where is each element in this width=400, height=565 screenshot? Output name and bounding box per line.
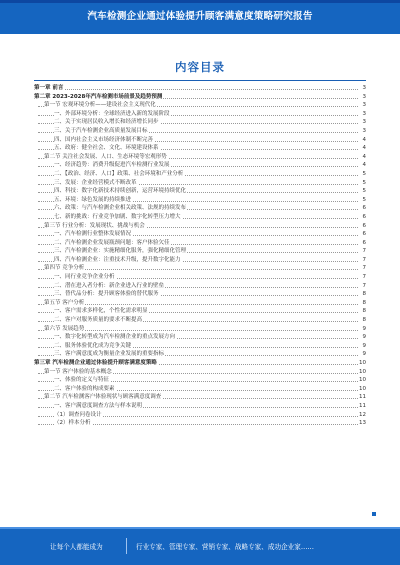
toc-entry-page: 6 xyxy=(362,213,366,220)
table-of-contents xyxy=(34,84,366,428)
toc-entry-page: 9 xyxy=(362,334,366,341)
toc-entry-title: 二、客户体验的构成要素 xyxy=(54,385,115,392)
toc-entry-page: 11 xyxy=(359,402,366,409)
toc-entry-page: 4 xyxy=(362,145,366,152)
toc-entry[interactable] xyxy=(34,376,366,385)
toc-entry[interactable] xyxy=(34,307,366,316)
toc-entry-title: 一、体验的定义与特征 xyxy=(54,377,110,384)
toc-entry[interactable] xyxy=(34,299,366,308)
toc-entry-page: 8 xyxy=(362,308,366,315)
toc-leader-dots xyxy=(38,89,358,90)
toc-entry-title: 第三章 汽车检测企业通过体验提升顾客满意度策略 xyxy=(34,360,157,366)
footer-banner xyxy=(0,527,400,565)
toc-entry[interactable] xyxy=(34,393,366,402)
toc-entry-page: 6 xyxy=(362,222,366,229)
toc-entry-page: 10 xyxy=(359,377,366,384)
toc-entry-page: 5 xyxy=(362,188,366,195)
toc-leader-dots xyxy=(38,330,358,331)
toc-entry-title: 三、汽车检测企业：实施精细化服务，强化精细化管理 xyxy=(54,248,187,255)
toc-entry-title: 一、汽车检测行业整体发展情况 xyxy=(54,231,132,238)
toc-entry-title: （1）调查问卷设计 xyxy=(54,411,102,418)
toc-entry-title: 一、客户满意度调查方法与样本说明 xyxy=(54,402,143,409)
toc-entry[interactable] xyxy=(34,179,366,188)
toc-entry-page: 6 xyxy=(362,205,366,212)
toc-entry-page: 9 xyxy=(362,342,366,349)
toc-entry-title: 四、科技：数字化新技术持续创新，运营环境持续优化 xyxy=(54,188,187,195)
toc-entry[interactable] xyxy=(34,239,366,248)
toc-entry-page: 5 xyxy=(362,179,366,186)
toc-entry[interactable] xyxy=(34,419,366,428)
toc-entry-page: 10 xyxy=(359,368,366,375)
toc-entry[interactable] xyxy=(34,196,366,205)
footer-tagline: 行业专家、管理专家、营销专家、战略专家、成功企业家…… xyxy=(136,543,315,551)
toc-entry-title: 三、关于汽车检测企业高质量发展目标 xyxy=(54,127,148,134)
toc-entry-title: 三、发展：企业经营模式不断改革 xyxy=(54,179,137,186)
toc-entry[interactable] xyxy=(34,402,366,411)
toc-entry-title: 第四节 竞争分析 xyxy=(44,265,85,272)
header-stripe xyxy=(0,0,400,3)
toc-entry[interactable] xyxy=(34,170,366,179)
toc-entry-page: 13 xyxy=(359,420,366,427)
toc-entry-page: 10 xyxy=(359,360,366,366)
toc-entry-page: 3 xyxy=(362,127,366,134)
toc-entry-page: 8 xyxy=(362,291,366,298)
toc-entry-title: 第一章 前言 xyxy=(34,85,64,91)
toc-entry[interactable] xyxy=(34,350,366,359)
toc-entry-title: 二、客户对服务质量的要求不断提高 xyxy=(54,317,143,324)
toc-leader-dots xyxy=(38,304,358,305)
toc-entry-page: 8 xyxy=(362,299,366,306)
toc-entry-page: 4 xyxy=(362,153,366,160)
toc-entry-title: 一、数字化转型成为汽车检测企业的重点发展方向 xyxy=(54,334,176,341)
toc-entry-title: 一、经济趋势：消费升级促进汽车检测行业发展 xyxy=(54,162,170,169)
footer-divider xyxy=(126,538,127,554)
toc-entry-page: 9 xyxy=(362,325,366,332)
toc-entry[interactable] xyxy=(34,325,366,334)
toc-entry[interactable] xyxy=(34,333,366,342)
toc-entry-page: 4 xyxy=(362,136,366,143)
toc-entry-title: 第五节 客户分析 xyxy=(44,299,85,306)
toc-entry-title: 四、汽车检测企业：注重技术升级，提升数字化能力 xyxy=(54,256,181,263)
toc-entry-page: 6 xyxy=(362,239,366,246)
toc-entry-page: 3 xyxy=(362,102,366,109)
toc-entry[interactable] xyxy=(34,84,366,93)
toc-entry[interactable] xyxy=(34,187,366,196)
toc-entry-page: 12 xyxy=(359,411,366,418)
header-banner xyxy=(0,0,400,34)
toc-entry-page: 5 xyxy=(362,196,366,203)
toc-entry-page: 7 xyxy=(362,274,366,281)
toc-entry-page: 7 xyxy=(362,256,366,263)
toc-entry-page: 3 xyxy=(362,93,366,100)
toc-entry[interactable] xyxy=(34,204,366,213)
toc-entry[interactable] xyxy=(34,127,366,136)
toc-entry-page: 3 xyxy=(362,119,366,126)
toc-leader-dots xyxy=(38,269,358,270)
toc-entry-page: 7 xyxy=(362,265,366,272)
toc-entry[interactable] xyxy=(34,342,366,351)
toc-entry[interactable] xyxy=(34,282,366,291)
toc-entry-title: 二、服务体验优化成为竞争关键 xyxy=(54,342,132,349)
toc-entry[interactable] xyxy=(34,256,366,265)
toc-entry-title: 第一节 宏观环境分析——建设社会主义现代化 xyxy=(44,102,156,109)
toc-entry[interactable] xyxy=(34,247,366,256)
footer-stripe xyxy=(0,527,400,529)
toc-entry[interactable] xyxy=(34,264,366,273)
toc-entry-title: 五、环境：绿色发展的持续推进 xyxy=(54,196,132,203)
toc-entry-title: 第六节 发展趋势 xyxy=(44,325,85,332)
toc-entry-title: 二、【政治、经济、人口】政策、社会环境和产业分析 xyxy=(54,170,184,177)
toc-entry[interactable] xyxy=(34,93,366,102)
toc-entry-title: 第二节 汽车检测客户体验现状与顾客满意度调查 xyxy=(44,394,162,401)
toc-entry-page: 6 xyxy=(362,231,366,238)
toc-entry-title: 六、政策：与汽车检测企业相关政策、法规的持续发布 xyxy=(54,205,187,212)
toc-entry-title: 三、替代品分析：提升顾客体验的替代服务 xyxy=(54,291,159,298)
toc-heading: 内容目录 xyxy=(175,60,225,74)
toc-entry-title: 二、关于实现居民收入增长和经济增长同步 xyxy=(54,119,159,126)
toc-entry-title: 二、潜在进入者分析：新企业进入行业的壁垒 xyxy=(54,282,165,289)
toc-entry-title: 四、国内社会主义市场经济体制不断完善 xyxy=(54,136,154,143)
toc-entry[interactable] xyxy=(34,290,366,299)
toc-entry[interactable] xyxy=(34,385,366,394)
toc-entry[interactable] xyxy=(34,101,366,110)
toc-entry-page: 9 xyxy=(362,351,366,358)
toc-divider xyxy=(34,80,366,81)
toc-entry-title: 五、政府：健全社会、文化、环境建设体系 xyxy=(54,145,159,152)
toc-entry-page: 7 xyxy=(362,248,366,255)
footer-slogan: 让每个人都能成为 xyxy=(50,543,103,551)
page-marker xyxy=(372,512,376,516)
toc-entry[interactable] xyxy=(34,213,366,222)
toc-entry-page: 4 xyxy=(362,162,366,169)
toc-entry-title: 七、新的挑战：行业竞争加剧、数字化转型压力增大 xyxy=(54,213,181,220)
toc-entry-page: 8 xyxy=(362,317,366,324)
toc-entry-title: 一、外部环境分析：全球经济进入新的发展阶段 xyxy=(54,110,170,117)
toc-entry-title: （2）样本分析 xyxy=(54,420,91,427)
toc-entry-title: 一、同行业竞争企业分析 xyxy=(54,274,115,281)
toc-entry-title: 二、汽车检测企业发展瓶颈问题：客户体验欠佳 xyxy=(54,239,170,246)
toc-entry[interactable] xyxy=(34,118,366,127)
toc-entry[interactable] xyxy=(34,230,366,239)
toc-entry-title: 一、客户需求多样化，个性化需求明显 xyxy=(54,308,148,315)
toc-entry[interactable] xyxy=(34,144,366,153)
toc-entry-title: 三、客户满意度成为衡量企业发展的重要指标 xyxy=(54,351,165,358)
toc-entry[interactable] xyxy=(34,153,366,162)
toc-entry-title: 第三节 行业分析：发展现状、挑战与机会 xyxy=(44,222,145,229)
toc-entry-page: 11 xyxy=(359,394,366,401)
toc-entry[interactable] xyxy=(34,359,366,368)
toc-entry-title: 第二章 2023-2028年汽车检测市场前景及趋势预测 xyxy=(34,93,163,100)
toc-entry[interactable] xyxy=(34,368,366,377)
toc-entry[interactable] xyxy=(34,316,366,325)
toc-entry[interactable] xyxy=(34,136,366,145)
toc-entry-title: 第二节 关注社会发展、人口、生态环境等宏观形势 xyxy=(44,153,167,160)
toc-entry-page: 10 xyxy=(359,385,366,392)
toc-entry[interactable] xyxy=(34,110,366,119)
toc-entry-page: 3 xyxy=(362,110,366,117)
toc-entry[interactable] xyxy=(34,161,366,170)
toc-entry[interactable] xyxy=(34,411,366,420)
toc-entry-page: 7 xyxy=(362,282,366,289)
toc-entry-page: 5 xyxy=(362,170,366,177)
toc-entry-title: 第一节 客户体验的基本概念 xyxy=(44,368,112,375)
toc-entry-page: 3 xyxy=(362,85,366,91)
toc-entry[interactable] xyxy=(34,273,366,282)
toc-entry[interactable] xyxy=(34,222,366,231)
report-title: 汽车检测企业通过体验提升顾客满意度策略研究报告 xyxy=(87,11,313,22)
